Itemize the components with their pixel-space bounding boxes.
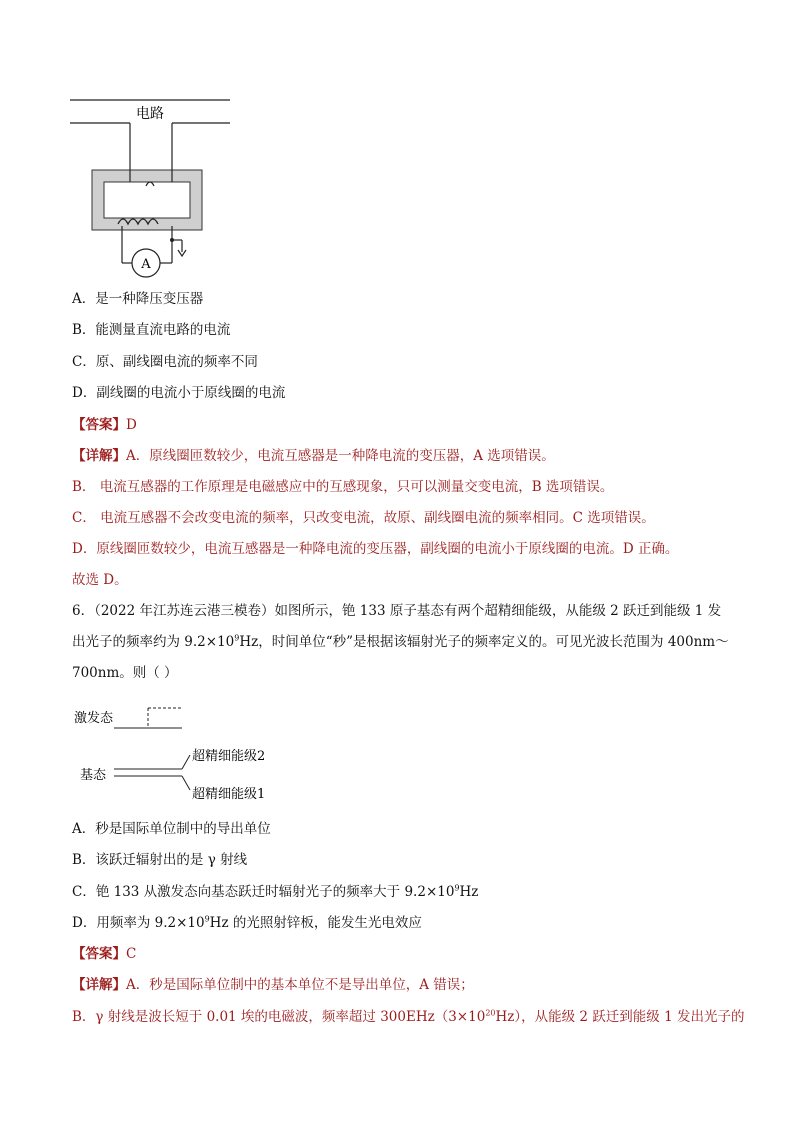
detail-text: B．γ 射线是波长短于 0.01 埃的电磁波，频率超过 300EHz（3×10 [72, 1009, 486, 1025]
q6-option-d [72, 914, 422, 932]
answer-tag: 【答案】 [72, 946, 126, 962]
detail-tag: 【详解】 [72, 448, 126, 464]
q6-stem-line1: 6．（2022 年江苏连云港三模卷）如图所示，铯 133 原子基态有两个超精细能级，从能级 2 跃迁到能级 1 发 [72, 603, 722, 619]
exponent: 9 [454, 883, 460, 893]
q5-option-c: C．原、副线圈电流的频率不同 [72, 354, 258, 370]
current-transformer-figure [60, 90, 260, 290]
detail-text: A．原线圈匝数较少，电流互感器是一种降电流的变压器，A 选项错误。 [126, 448, 555, 464]
answer-value: D [126, 417, 137, 433]
exponent: 9 [234, 633, 240, 643]
level1-label: 超精细能级1 [192, 787, 266, 802]
ground-state-label: 基态 [80, 768, 107, 783]
q6-answer [72, 945, 136, 963]
q5-detail-d: D．原线圈匝数较少，电流互感器是一种降电流的变压器，副线圈的电流小于原线圈的电流。D 正确。 [72, 541, 679, 557]
q5-option-d: D．副线圈的电流小于原线圈的电流 [72, 385, 286, 401]
q6-detail-b [72, 1008, 744, 1026]
stem-text: 出光子的频率约为 9.2×10 [72, 634, 235, 650]
q6-stem-line3: 700nm。则（ ） [72, 665, 178, 681]
answer-value: C [126, 946, 137, 962]
excited-state-label: 激发态 [74, 711, 114, 726]
q6-option-b: B．该跃迁辐射出的是 γ 射线 [72, 852, 248, 868]
option-text: Hz 的光照射锌板，能发生光电效应 [209, 915, 422, 931]
q5-detail-c: C． 电流互感器不会改变电流的频率，只改变电流，故原、副线圈电流的频率相同。C 选项错误。 [72, 510, 655, 526]
exponent: 20 [485, 1008, 496, 1018]
q5-detail-a [72, 447, 555, 465]
q5-conclusion: 故选 D。 [72, 572, 128, 588]
detail-text: Hz），从能级 2 跃迁到能级 1 发出光子的 [495, 1009, 745, 1025]
q5-option-a: A．是一种降压变压器 [72, 291, 204, 307]
circuit-label: 电路 [136, 106, 164, 122]
option-text: Hz [459, 884, 479, 900]
exponent: 9 [204, 914, 210, 924]
option-text: C．铯 133 从激发态向基态跃迁时辐射光子的频率大于 9.2×10 [72, 884, 455, 900]
q6-stem-line2 [72, 633, 729, 651]
q5-answer [72, 416, 137, 434]
q6-option-c [72, 883, 478, 901]
stem-text: Hz，时间单位“秒”是根据该辐射光子的频率定义的。可见光波长范围为 400nm～ [239, 634, 729, 650]
option-text: D．用频率为 9.2×10 [72, 915, 205, 931]
q6-detail-a [72, 976, 474, 994]
q6-option-a: A．秒是国际单位制中的导出单位 [72, 821, 271, 837]
q5-option-b: B．能测量直流电路的电流 [72, 322, 231, 338]
ammeter-label: A [141, 257, 151, 272]
detail-tag: 【详解】 [72, 977, 126, 993]
level2-label: 超精细能级2 [192, 749, 266, 764]
energy-level-figure [70, 700, 290, 810]
answer-tag: 【答案】 [72, 417, 126, 433]
detail-text: A．秒是国际单位制中的基本单位不是导出单位，A 错误； [126, 977, 474, 993]
q5-detail-b: B． 电流互感器的工作原理是电磁感应中的互感现象，只可以测量交变电流，B 选项错误。 [72, 479, 614, 495]
